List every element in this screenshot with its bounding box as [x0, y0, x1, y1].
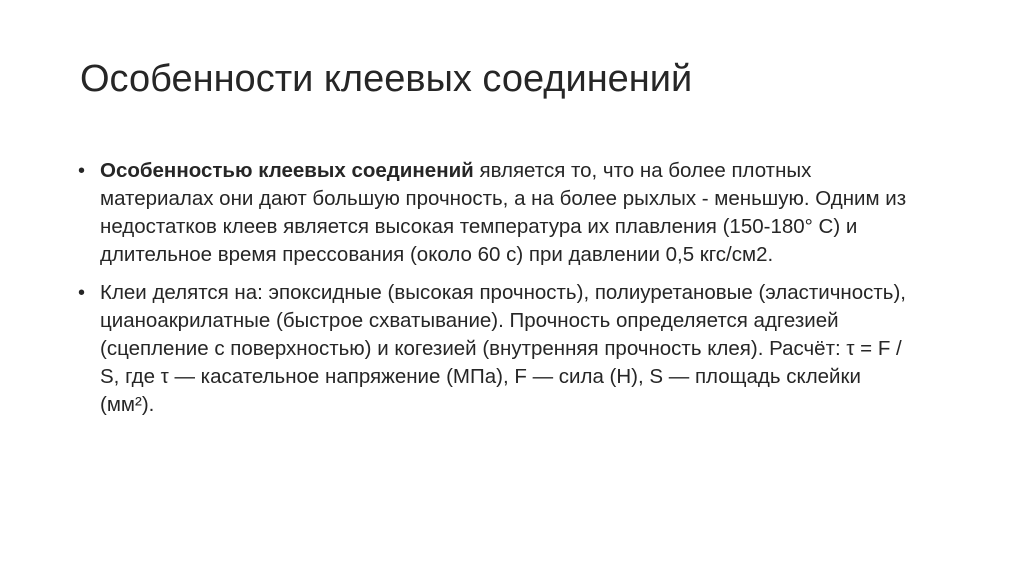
bullet-marker: •: [78, 160, 86, 182]
bullet-item-adhesive-types: [78, 279, 908, 419]
slide-title: Особенности клеевых соединений: [80, 58, 693, 100]
bullet-item-adhesive-features: [78, 157, 908, 269]
bullet-list: [78, 157, 908, 419]
bullet-lead-bold: Особенностью клеевых соединений: [100, 159, 474, 182]
bullet-marker: •: [78, 282, 86, 304]
bullet-text: Клеи делятся на: эпоксидные (высокая прочность), полиуретановые (эластичность), цианоакрилатные (быстрое схватывание). Прочность определяется адгезией (сцепление с поверхностью) и когезией (внутренняя прочность клея). Расчёт: τ = F / S, где τ — касательное напряжение (МПа), F — сила (Н), S — площадь склейки (мм²).: [100, 281, 906, 416]
bullet-text: является то, что на более плотных материалах они дают большую прочность, а на более рыхлых - меньшую. Одним из недостатков клеев является высокая температура их плавления (150-180° С) и длительное время прессования (около 60 с) при давлении 0,5 кгс/см2.: [100, 159, 907, 266]
